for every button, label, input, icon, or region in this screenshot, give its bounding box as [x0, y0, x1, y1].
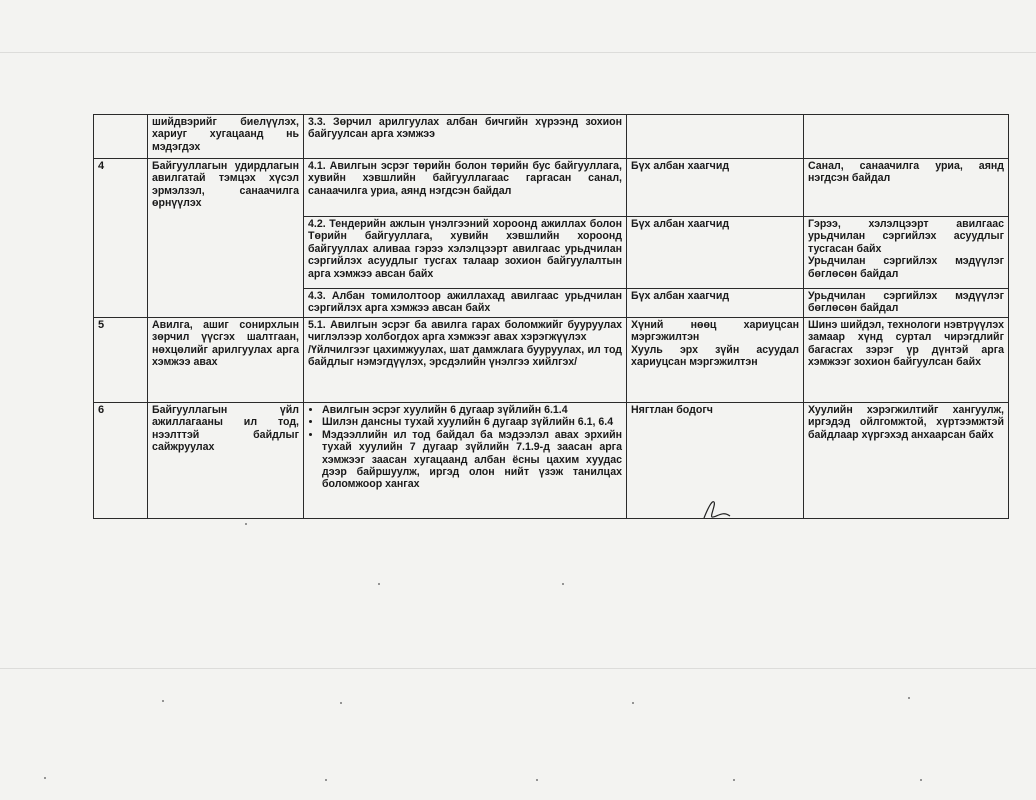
indicator-cell: Хуулийн хэрэгжилтийг хангуулж, иргэдэд ойлгомжтой, хүртээмжтэй байдлаар хүргэхэд анхаарсан байх	[804, 403, 1009, 519]
action-cell	[304, 403, 627, 519]
indicator-cell	[804, 115, 1009, 159]
area-cell: шийдвэрийг биелүүлэх, хариуг хугацаанд нь мэдэгдэх	[148, 115, 304, 159]
action-cell: 4.1. Авилгын эсрэг төрийн болон төрийн бус байгууллага, хувийн хэвшлийн байгууллагаас гаргасан санал, санаачилга уриа, аянд нэгдсэн байдал	[304, 159, 627, 217]
indicator-line: Гэрээ, хэлэлцээрт авилгаас урьдчилан сэргийлэх асуудлыг тусгасан байх	[808, 218, 1004, 255]
responsible-cell	[627, 318, 804, 403]
scan-line	[0, 668, 1036, 669]
action-cell: 4.3. Албан томилолтоор ажиллахад авилгаас урьдчилан сэргийлэх арга хэмжээ авсан байх	[304, 289, 627, 318]
indicator-cell	[804, 217, 1009, 289]
indicator-cell: Санал, санаачилга уриа, аянд нэгдсэн байдал	[804, 159, 1009, 217]
row-number: 6	[94, 403, 148, 519]
responsible-line: Хүний нөөц хариуцсан мэргэжилтэн	[631, 319, 799, 344]
scan-line	[0, 52, 1036, 53]
action-line: /Үйлчилгээг цахимжуулах, шат дамжлага бууруулах, ил тод байдлыг нэмэгдүүлэх, эрсдэлийн үнэлгээ хийлгэх/	[308, 343, 622, 369]
scan-speck	[340, 702, 342, 704]
bullet-list	[308, 404, 622, 491]
table-row	[94, 403, 1009, 519]
action-cell: 3.3. Зөрчил арилгуулах албан бичгийн хүрээнд зохион байгуулсан арга хэмжээ	[304, 115, 627, 159]
plan-table	[93, 114, 1009, 519]
scan-speck	[562, 583, 564, 585]
scan-speck	[44, 777, 46, 779]
area-cell: Байгууллагын удирдлагын авилгатай тэмцэх хүсэл эрмэлзэл, санаачилга өрнүүлэх	[148, 159, 304, 318]
table-row	[94, 159, 1009, 217]
indicator-line: Урьдчилан сэргийлэх мэдүүлэг бөглөсөн байдал	[808, 255, 1004, 280]
responsible-cell: Нягтлан бодогч	[627, 403, 804, 519]
scan-speck	[908, 697, 910, 699]
scan-speck	[733, 779, 735, 781]
scan-speck	[245, 523, 247, 525]
area-cell: Авилга, ашиг сонирхлын зөрчил үүсгэх шалтгаан, нөхцөлийг арилгуулах арга хэмжээ авах	[148, 318, 304, 403]
area-cell: Байгууллагын үйл ажиллагааны ил тод, нээлттэй байдлыг сайжруулах	[148, 403, 304, 519]
row-number	[94, 115, 148, 159]
row-number: 4	[94, 159, 148, 318]
responsible-cell: Бүх албан хаагчид	[627, 159, 804, 217]
signature-mark	[700, 496, 740, 520]
action-line: 5.1. Авилгын эсрэг ба авилга гарах боломжийг бууруулах чиглэлээр холбогдох арга хэмжээг авах хэрэгжүүлэх	[308, 319, 622, 344]
scan-speck	[632, 702, 634, 704]
list-item: • Авилгын эсрэг хуулийн 6 дугаар зүйлийн 6.1.4	[322, 404, 622, 416]
scan-speck	[162, 700, 164, 702]
action-cell: 4.2. Тендерийн ажлын үнэлгээний хороонд ажиллах болон Төрийн байгууллага, хувийн хэвшлийн хороонд байгууллах аливаа гэрээ хэлэлцээрт авилгаас урьдчилан сэргийлэх асуудлыг тусгах талаар зохион байгуулалтын арга хэмжээ авсан байх	[304, 217, 627, 289]
action-cell	[304, 318, 627, 403]
scan-speck	[325, 779, 327, 781]
responsible-cell: Бүх албан хаагчид	[627, 289, 804, 318]
list-item: • Шилэн дансны тухай хуулийн 6 дугаар зүйлийн 6.1, 6.4	[322, 416, 622, 428]
indicator-cell: Шинэ шийдэл, технологи нэвтрүүлэх замаар хүнд суртал чирэгдлийг багасгах зэрэг үр дүнтэй арга хэмжээг зохион байгуулсан байх	[804, 318, 1009, 403]
responsible-cell: Бүх албан хаагчид	[627, 217, 804, 289]
scan-speck	[378, 583, 380, 585]
scan-speck	[536, 779, 538, 781]
responsible-line: Хууль эрх зүйн асуудал хариуцсан мэргэжилтэн	[631, 343, 799, 369]
list-item: • Мэдээллийн ил тод байдал ба мэдээлэл авах эрхийн тухай хуулийн 7 дугаар зүйлийн 7.1.9-д заасан арга хэмжээг заасан хугацаанд албан ёсны цахим хуудас дээр байршуулж, иргэд олон нийт үзэж танилцах боломжоор хангах	[322, 429, 622, 491]
row-number: 5	[94, 318, 148, 403]
indicator-cell: Урьдчилан сэргийлэх мэдүүлэг бөглөсөн байдал	[804, 289, 1009, 318]
scan-speck	[920, 779, 922, 781]
responsible-cell	[627, 115, 804, 159]
table-row	[94, 318, 1009, 403]
table-row	[94, 115, 1009, 159]
